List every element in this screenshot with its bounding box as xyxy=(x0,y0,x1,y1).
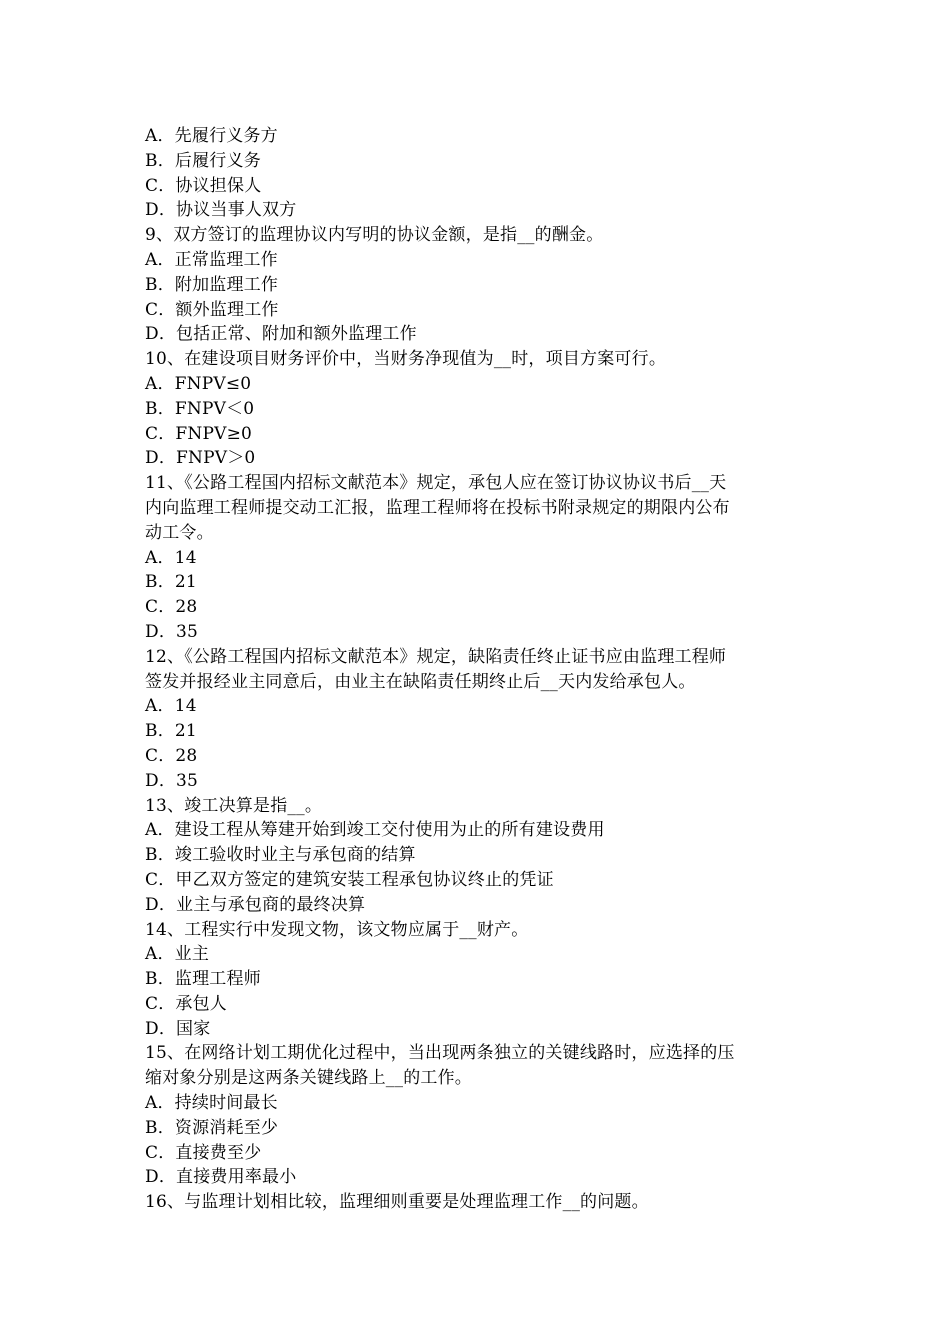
option-d: D．包括正常、附加和额外监理工作 xyxy=(145,324,417,345)
option-b: B．附加监理工作 xyxy=(145,274,279,295)
option-b: B．资源消耗至少 xyxy=(145,1117,279,1138)
question-11-line-3: 动工令。 xyxy=(145,522,214,543)
option-c: C．28 xyxy=(145,597,198,618)
option-b: B．21 xyxy=(145,721,197,742)
option-a: A．持续时间最长 xyxy=(145,1093,278,1114)
question-13: 13、竣工决算是指__。 xyxy=(145,795,323,816)
option-d: D．FNPV＞0 xyxy=(145,448,256,469)
option-a: A．建设工程从筹建开始到竣工交付使用为止的所有建设费用 xyxy=(145,820,605,841)
option-a: A．先履行义务方 xyxy=(145,126,278,146)
option-c: C．协议担保人 xyxy=(145,175,262,196)
option-c: C．28 xyxy=(145,745,198,766)
question-15-line-2: 缩对象分别是这两条关键线路上__的工作。 xyxy=(145,1068,472,1089)
option-c: C．额外监理工作 xyxy=(145,299,279,320)
question-15-line-1: 15、在网络计划工期优化过程中，当出现两条独立的关键线路时，应选择的压 xyxy=(145,1043,735,1064)
question-11-line-2: 内向监理工程师提交动工汇报，监理工程师将在投标书附录规定的期限内公布 xyxy=(145,497,730,518)
option-b: B．FNPV＜0 xyxy=(145,398,255,419)
option-c: C．FNPV≥0 xyxy=(145,423,253,444)
question-9: 9、双方签订的监理协议内写明的协议金额，是指__的酬金。 xyxy=(145,225,604,246)
option-d: D．35 xyxy=(145,770,199,791)
option-d: D．国家 xyxy=(145,1018,211,1039)
option-a: A．14 xyxy=(145,547,197,568)
option-d: D．业主与承包商的最终决算 xyxy=(145,894,366,915)
option-d: D．35 xyxy=(145,621,199,642)
option-a: A．FNPV≤0 xyxy=(145,373,252,394)
option-d: D．直接费用率最小 xyxy=(145,1167,297,1188)
question-12-line-2: 签发并报经业主同意后，由业主在缺陷责任期终止后__天内发给承包人。 xyxy=(145,671,696,692)
document-page xyxy=(145,124,810,1215)
option-d: D．协议当事人双方 xyxy=(145,200,297,221)
option-c: C．直接费至少 xyxy=(145,1142,262,1163)
option-c: C．承包人 xyxy=(145,993,228,1014)
question-16: 16、与监理计划相比较，监理细则重要是处理监理工作__的问题。 xyxy=(145,1192,649,1213)
option-a: A．正常监理工作 xyxy=(145,249,278,270)
option-b: B．后履行义务 xyxy=(145,150,261,171)
option-a: A．业主 xyxy=(145,944,210,965)
question-12-line-1: 12、《公路工程国内招标文献范本》规定，缺陷责任终止证书应由监理工程师 xyxy=(145,646,727,667)
question-11-line-1: 11、《公路工程国内招标文献范本》规定，承包人应在签订协议协议书后__天 xyxy=(145,473,727,494)
option-c: C．甲乙双方签定的建筑安装工程承包协议终止的凭证 xyxy=(145,869,554,890)
option-b: B．竣工验收时业主与承包商的结算 xyxy=(145,845,416,866)
option-a: A．14 xyxy=(145,696,197,717)
option-b: B．21 xyxy=(145,572,197,593)
question-14: 14、工程实行中发现文物，该文物应属于__财产。 xyxy=(145,919,529,940)
option-b: B．监理工程师 xyxy=(145,969,261,990)
question-10: 10、在建设项目财务评价中，当财务净现值为__时，项目方案可行。 xyxy=(145,349,667,370)
